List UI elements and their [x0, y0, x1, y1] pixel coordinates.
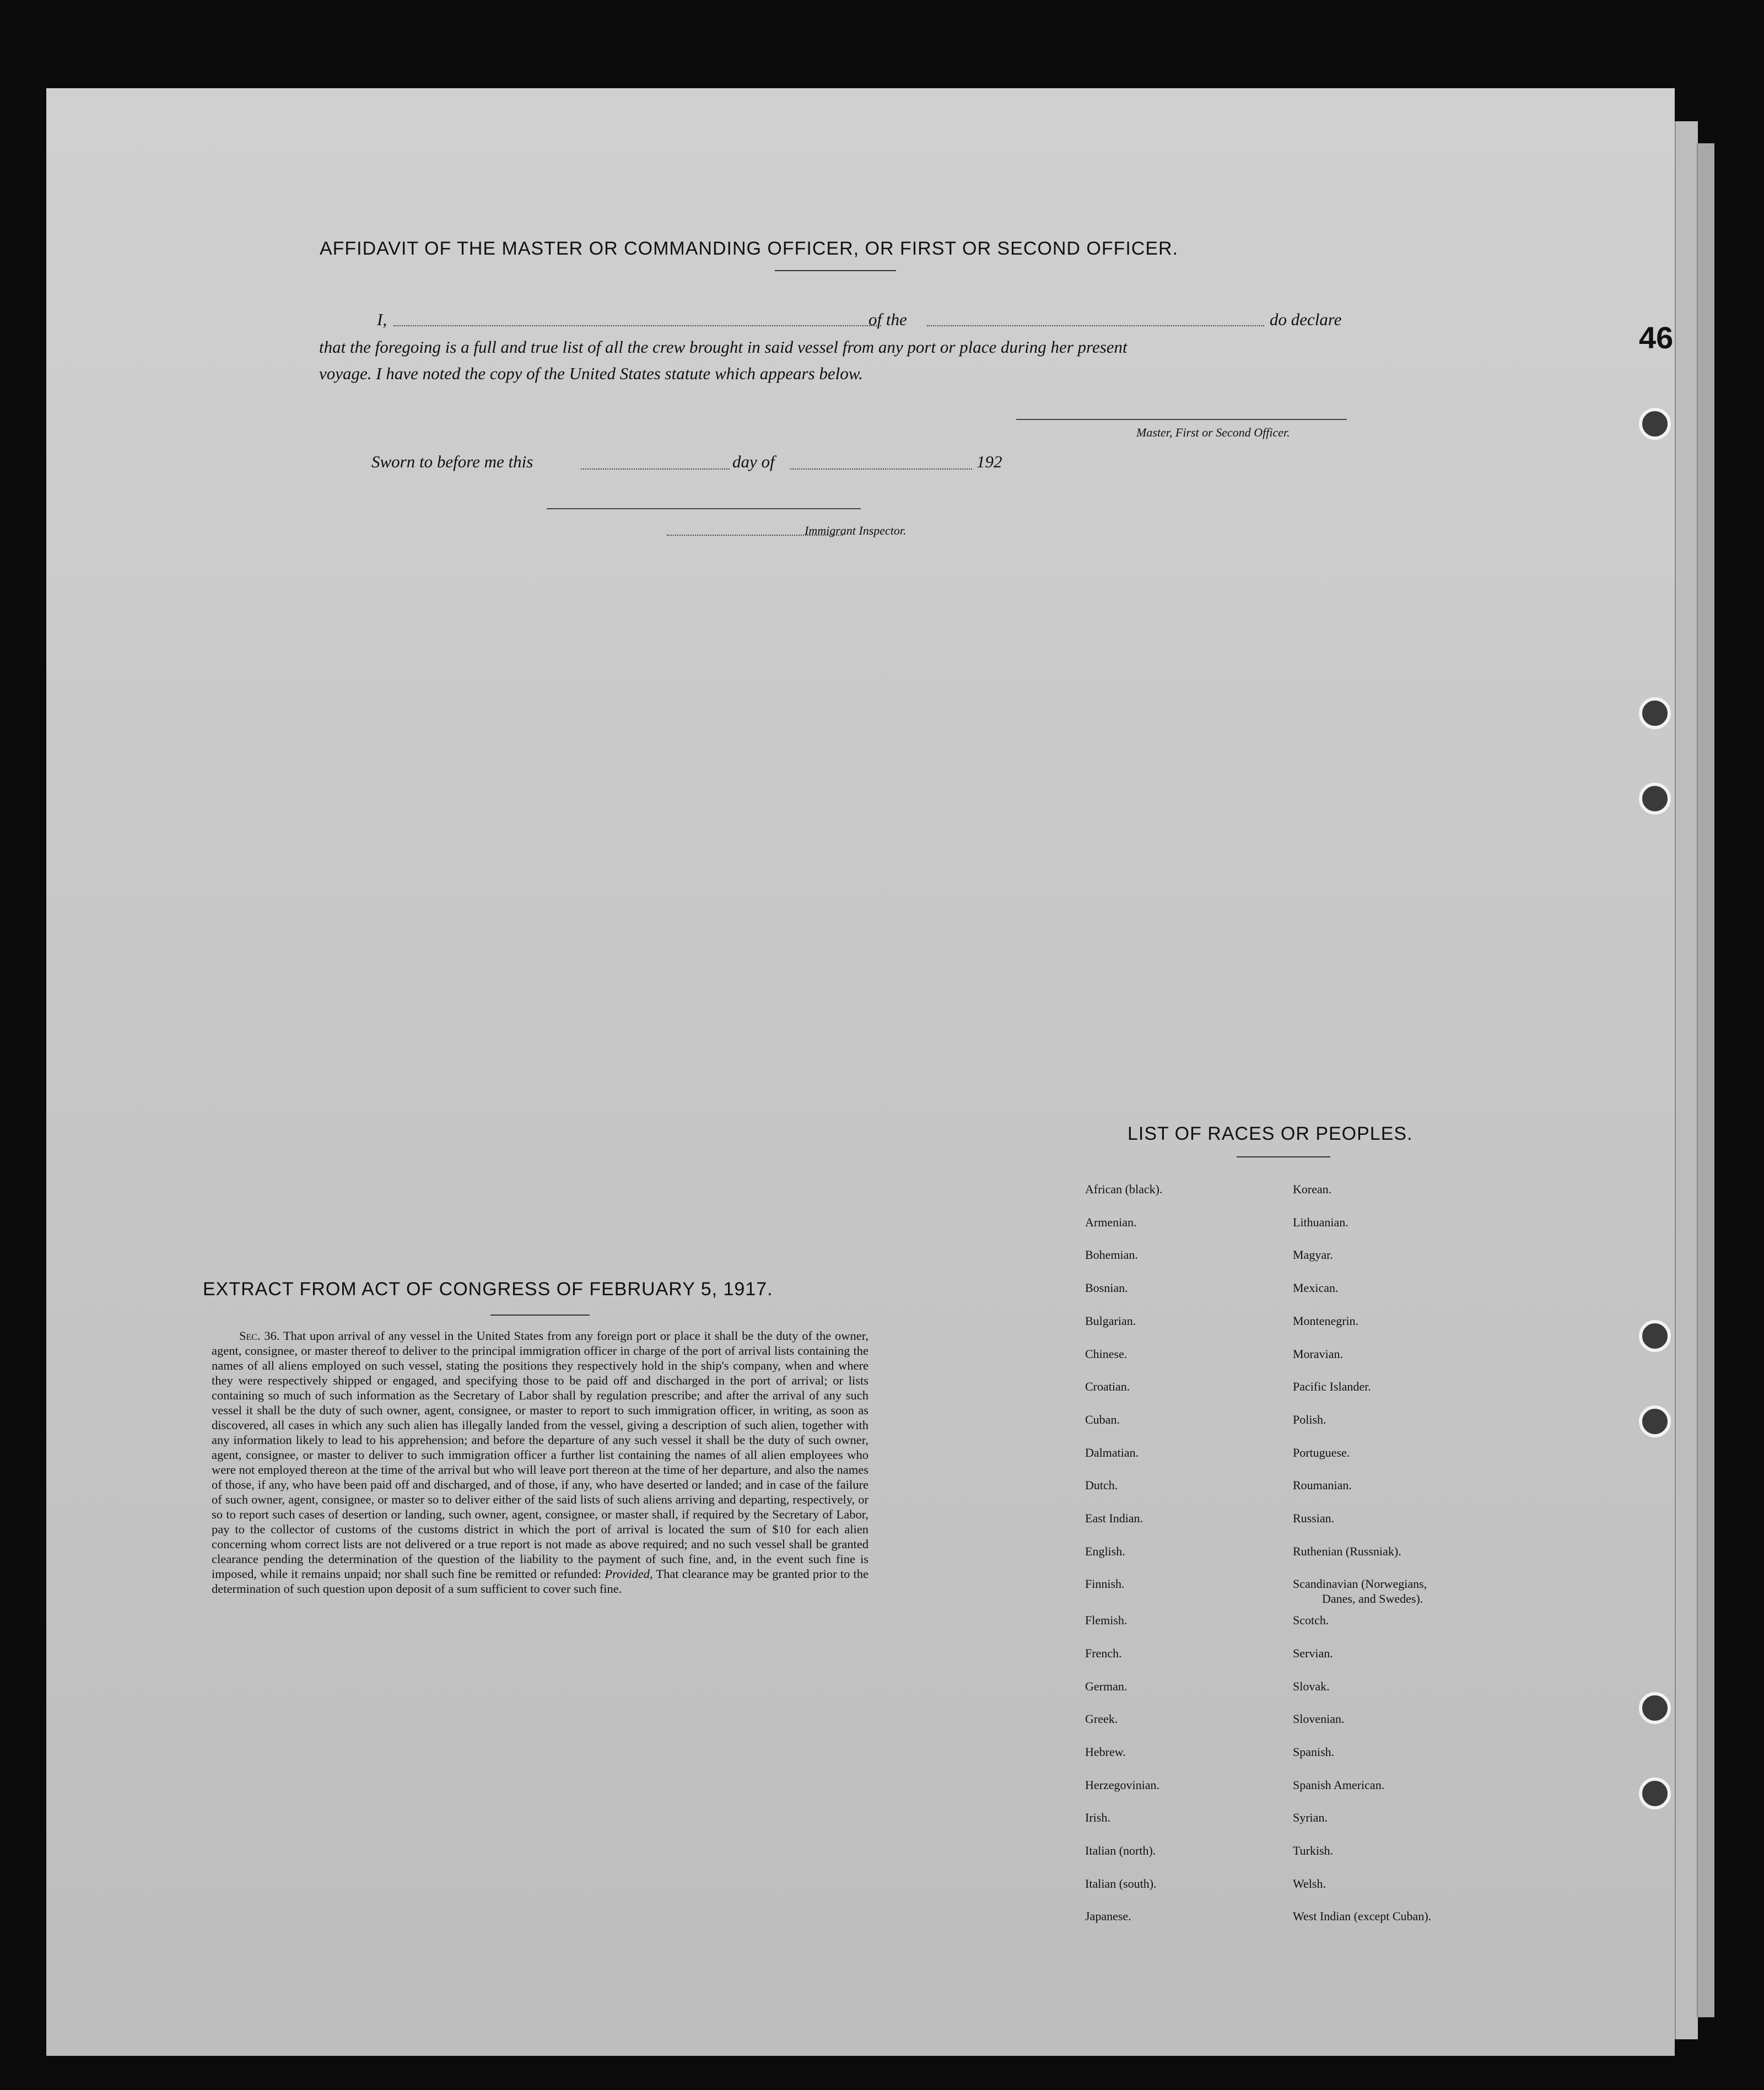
- extract-title: EXTRACT FROM ACT OF CONGRESS OF FEBRUARY 5, 1917.: [203, 1279, 773, 1300]
- race-item: Magyar.: [1293, 1248, 1333, 1262]
- race-item: Ruthenian (Russniak).: [1293, 1544, 1401, 1558]
- race-item: Korean.: [1293, 1182, 1332, 1196]
- race-item: Scandinavian (Norwegians,: [1293, 1577, 1427, 1591]
- race-item: Dutch.: [1085, 1478, 1118, 1493]
- punch-hole: [1639, 1320, 1671, 1352]
- races-rule: [1237, 1156, 1330, 1157]
- punch-hole: [1639, 408, 1671, 440]
- race-item: Montenegrin.: [1293, 1313, 1359, 1328]
- master-signature-blank[interactable]: [1016, 419, 1347, 420]
- race-item: Flemish.: [1085, 1613, 1128, 1628]
- race-item: Servian.: [1293, 1646, 1333, 1660]
- race-item: Armenian.: [1085, 1215, 1137, 1229]
- race-item: Syrian.: [1293, 1811, 1328, 1825]
- extract-rule: [490, 1315, 590, 1316]
- race-item: German.: [1085, 1679, 1128, 1693]
- race-item: Slovenian.: [1293, 1712, 1345, 1726]
- affidavit-line1-mid: of the: [868, 310, 907, 329]
- section-text-1: That upon arrival of any vessel in the United States from any foreign port or place it shall be the duty of the owner, agent, consignee, or master thereof to deliver to the principal immigration officer in charge of the port of arrival lists containing the names of all aliens employed on such vessel, stating the positions they respectively hold in the ship's company, when and where they were respectively shipped or engaged, and specifying those to be paid off and discharged in the port of arrival; or lists containing so much of such information as the Secretary of Labor shall by regulation prescribe; and after the arrival of any such vessel it shall be the duty of such owner, agent, consignee, or master to report to such immigration officer, in writing, as soon as discovered, all cases in which any such alien has illegally landed from the vessel, giving a description of such alien, together with any information likely to lead to his apprehension; and before the departure of any such vessel it shall be the duty of such owner, agent, consignee, or master to deliver to such immigration officer a further list containing the names of all alien employees who were not employed thereon at the time of the arrival but who will leave port thereon at the time of her departure, and also the names of those, if any, who have been paid off and discharged, and of those, if any, who have deserted or landed; and in case of the failure of such owner, agent, consignee, or master so to deliver either of the said lists of such aliens arriving and departing, respectively, or so to report such cases of desertion or landing, such owner, agent, consignee, or master shall, if required by the Secretary of Labor, pay to the collector of customs of the customs district in which the port of arrival is located the sum of $10 for each alien concerning whom correct lists are not delivered or a true report is not made as above required; and no such vessel shall be granted clearance pending the determination of the question of the liability to the payment of such fine, and, in the event such fine is imposed, while it remains unpaid; nor shall such fine be remitted or refunded:: [212, 1329, 869, 1581]
- race-item: Polish.: [1293, 1412, 1326, 1426]
- punch-hole: [1639, 697, 1671, 729]
- title-rule: [775, 270, 896, 271]
- race-item: West Indian (except Cuban).: [1293, 1909, 1432, 1924]
- underlying-sheet-edge: [1675, 121, 1698, 2039]
- race-item: Pacific Islander.: [1293, 1380, 1371, 1394]
- inspector-label: Immigrant Inspector.: [805, 524, 907, 537]
- affidavit-line1-start: I,: [377, 310, 387, 329]
- race-item: Spanish.: [1293, 1744, 1335, 1759]
- sworn-mid: day of: [732, 452, 775, 471]
- race-item: Roumanian.: [1293, 1478, 1352, 1493]
- race-item: Croatian.: [1085, 1380, 1130, 1394]
- race-item: Dalmatian.: [1085, 1445, 1139, 1459]
- race-item: Moravian.: [1293, 1346, 1344, 1361]
- vessel-name-blank[interactable]: [927, 325, 1264, 326]
- race-item: Lithuanian.: [1293, 1215, 1348, 1229]
- race-item: English.: [1085, 1544, 1125, 1558]
- sworn-month-blank[interactable]: [790, 468, 972, 470]
- race-item: Bohemian.: [1085, 1248, 1138, 1262]
- race-item: Herzegovinian.: [1085, 1777, 1159, 1792]
- sworn-day-blank[interactable]: [581, 468, 730, 470]
- punch-hole: [1639, 783, 1671, 815]
- underlying-sheet-edge-2: [1697, 143, 1714, 2017]
- extract-body: [212, 1328, 868, 1596]
- race-item: Bulgarian.: [1085, 1313, 1136, 1328]
- sworn-year: 192: [977, 452, 1002, 471]
- affidavit-line3: voyage. I have noted the copy of the United States statute which appears below.: [319, 364, 863, 383]
- race-item: Finnish.: [1085, 1577, 1125, 1591]
- race-item: Irish.: [1085, 1811, 1110, 1825]
- race-item: Scotch.: [1293, 1613, 1329, 1628]
- race-item: African (black).: [1085, 1182, 1163, 1196]
- affidavit-line1-end: do declare: [1270, 310, 1342, 329]
- proviso-word: Provided,: [605, 1567, 653, 1581]
- race-item: Hebrew.: [1085, 1744, 1126, 1759]
- race-item: Italian (north).: [1085, 1844, 1156, 1857]
- master-signature-label: Master, First or Second Officer.: [1136, 425, 1290, 439]
- race-item: Greek.: [1085, 1712, 1118, 1726]
- race-item: Italian (south).: [1085, 1876, 1157, 1890]
- section-text-2: That clearance may be granted prior to the determination of such question upon deposit of a sum sufficient to cover such fine.: [212, 1567, 869, 1596]
- affidavit-title: AFFIDAVIT OF THE MASTER OR COMMANDING OFFICER, OR FIRST OR SECOND OFFICER.: [319, 238, 1179, 259]
- race-item: Japanese.: [1085, 1909, 1131, 1924]
- race-item: Slovak.: [1293, 1679, 1330, 1693]
- master-name-blank[interactable]: [393, 325, 881, 326]
- inspector-signature-blank[interactable]: [547, 508, 861, 509]
- race-item: Danes, and Swedes).: [1322, 1592, 1423, 1606]
- page-number: 46: [1639, 320, 1674, 355]
- race-item: Russian.: [1293, 1511, 1335, 1525]
- race-item: French.: [1085, 1646, 1122, 1660]
- race-item: Mexican.: [1293, 1281, 1339, 1295]
- manifest-page: [46, 88, 1675, 2056]
- race-item: Welsh.: [1293, 1876, 1326, 1890]
- section-label: Sec. 36.: [239, 1329, 280, 1343]
- race-item: Spanish American.: [1293, 1777, 1385, 1792]
- punch-hole: [1639, 1405, 1671, 1437]
- race-item: Turkish.: [1293, 1844, 1334, 1857]
- affidavit-line2: that the foregoing is a full and true list of all the crew brought in said vessel from any port or place during her present: [319, 337, 1128, 357]
- races-title: LIST OF RACES OR PEOPLES.: [1128, 1123, 1413, 1144]
- punch-hole: [1639, 1692, 1671, 1724]
- race-item: Bosnian.: [1085, 1281, 1128, 1295]
- bleed-through-text: [234, 187, 245, 224]
- sworn-start: Sworn to before me this: [371, 452, 533, 471]
- punch-hole: [1639, 1777, 1671, 1809]
- race-item: Portuguese.: [1293, 1445, 1350, 1459]
- race-item: Cuban.: [1085, 1412, 1120, 1426]
- race-item: Chinese.: [1085, 1346, 1128, 1361]
- race-item: East Indian.: [1085, 1511, 1143, 1525]
